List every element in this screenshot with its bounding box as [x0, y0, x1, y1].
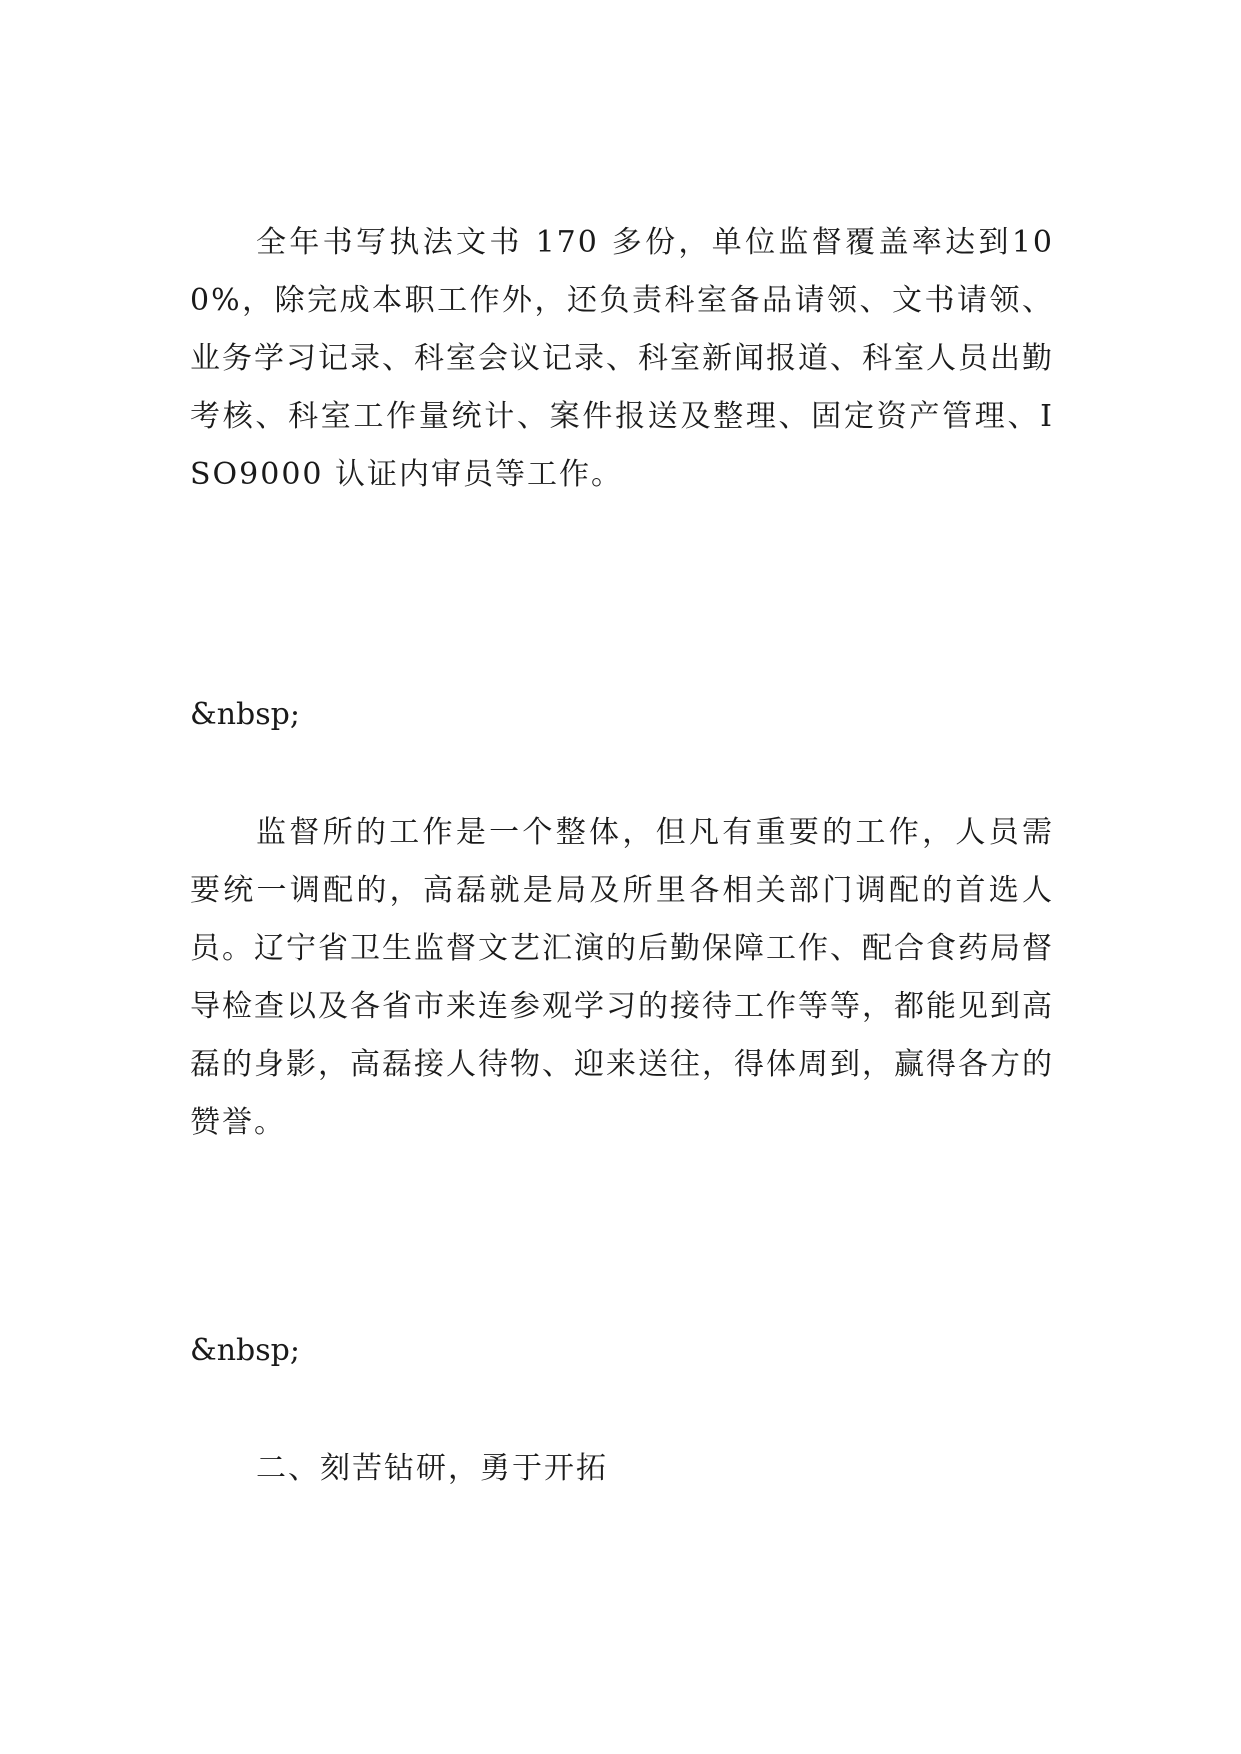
paragraph-work-summary: 全年书写执法文书 170 多份，单位监督覆盖率达到100%，除完成本职工作外，还负责科室备品请领、文书请领、业务学习记录、科室会议记录、科室新闻报道、科室人员出勤考核、科室工作量统计、案件报送及整理、固定资产管理、ISO9000 认证内审员等工作。 [190, 225, 1054, 492]
paragraph-nbsp-placeholder: &nbsp; [190, 697, 300, 732]
paragraph-teamwork: 监督所的工作是一个整体，但凡有重要的工作，人员需要统一调配的，高磊就是局及所里各相关部门调配的首选人员。辽宁省卫生监督文艺汇演的后勤保障工作、配合食药局督导检查以及各省市来连参观学习的接待工作等等，都能见到高磊的身影，高磊接人待物、迎来送往，得体周到，赢得各方的赞誉。 [190, 815, 1054, 1140]
paragraph-nbsp-placeholder-2: &nbsp; [190, 1333, 300, 1368]
section-heading: 二、刻苦钻研，勇于开拓 [256, 1451, 608, 1486]
